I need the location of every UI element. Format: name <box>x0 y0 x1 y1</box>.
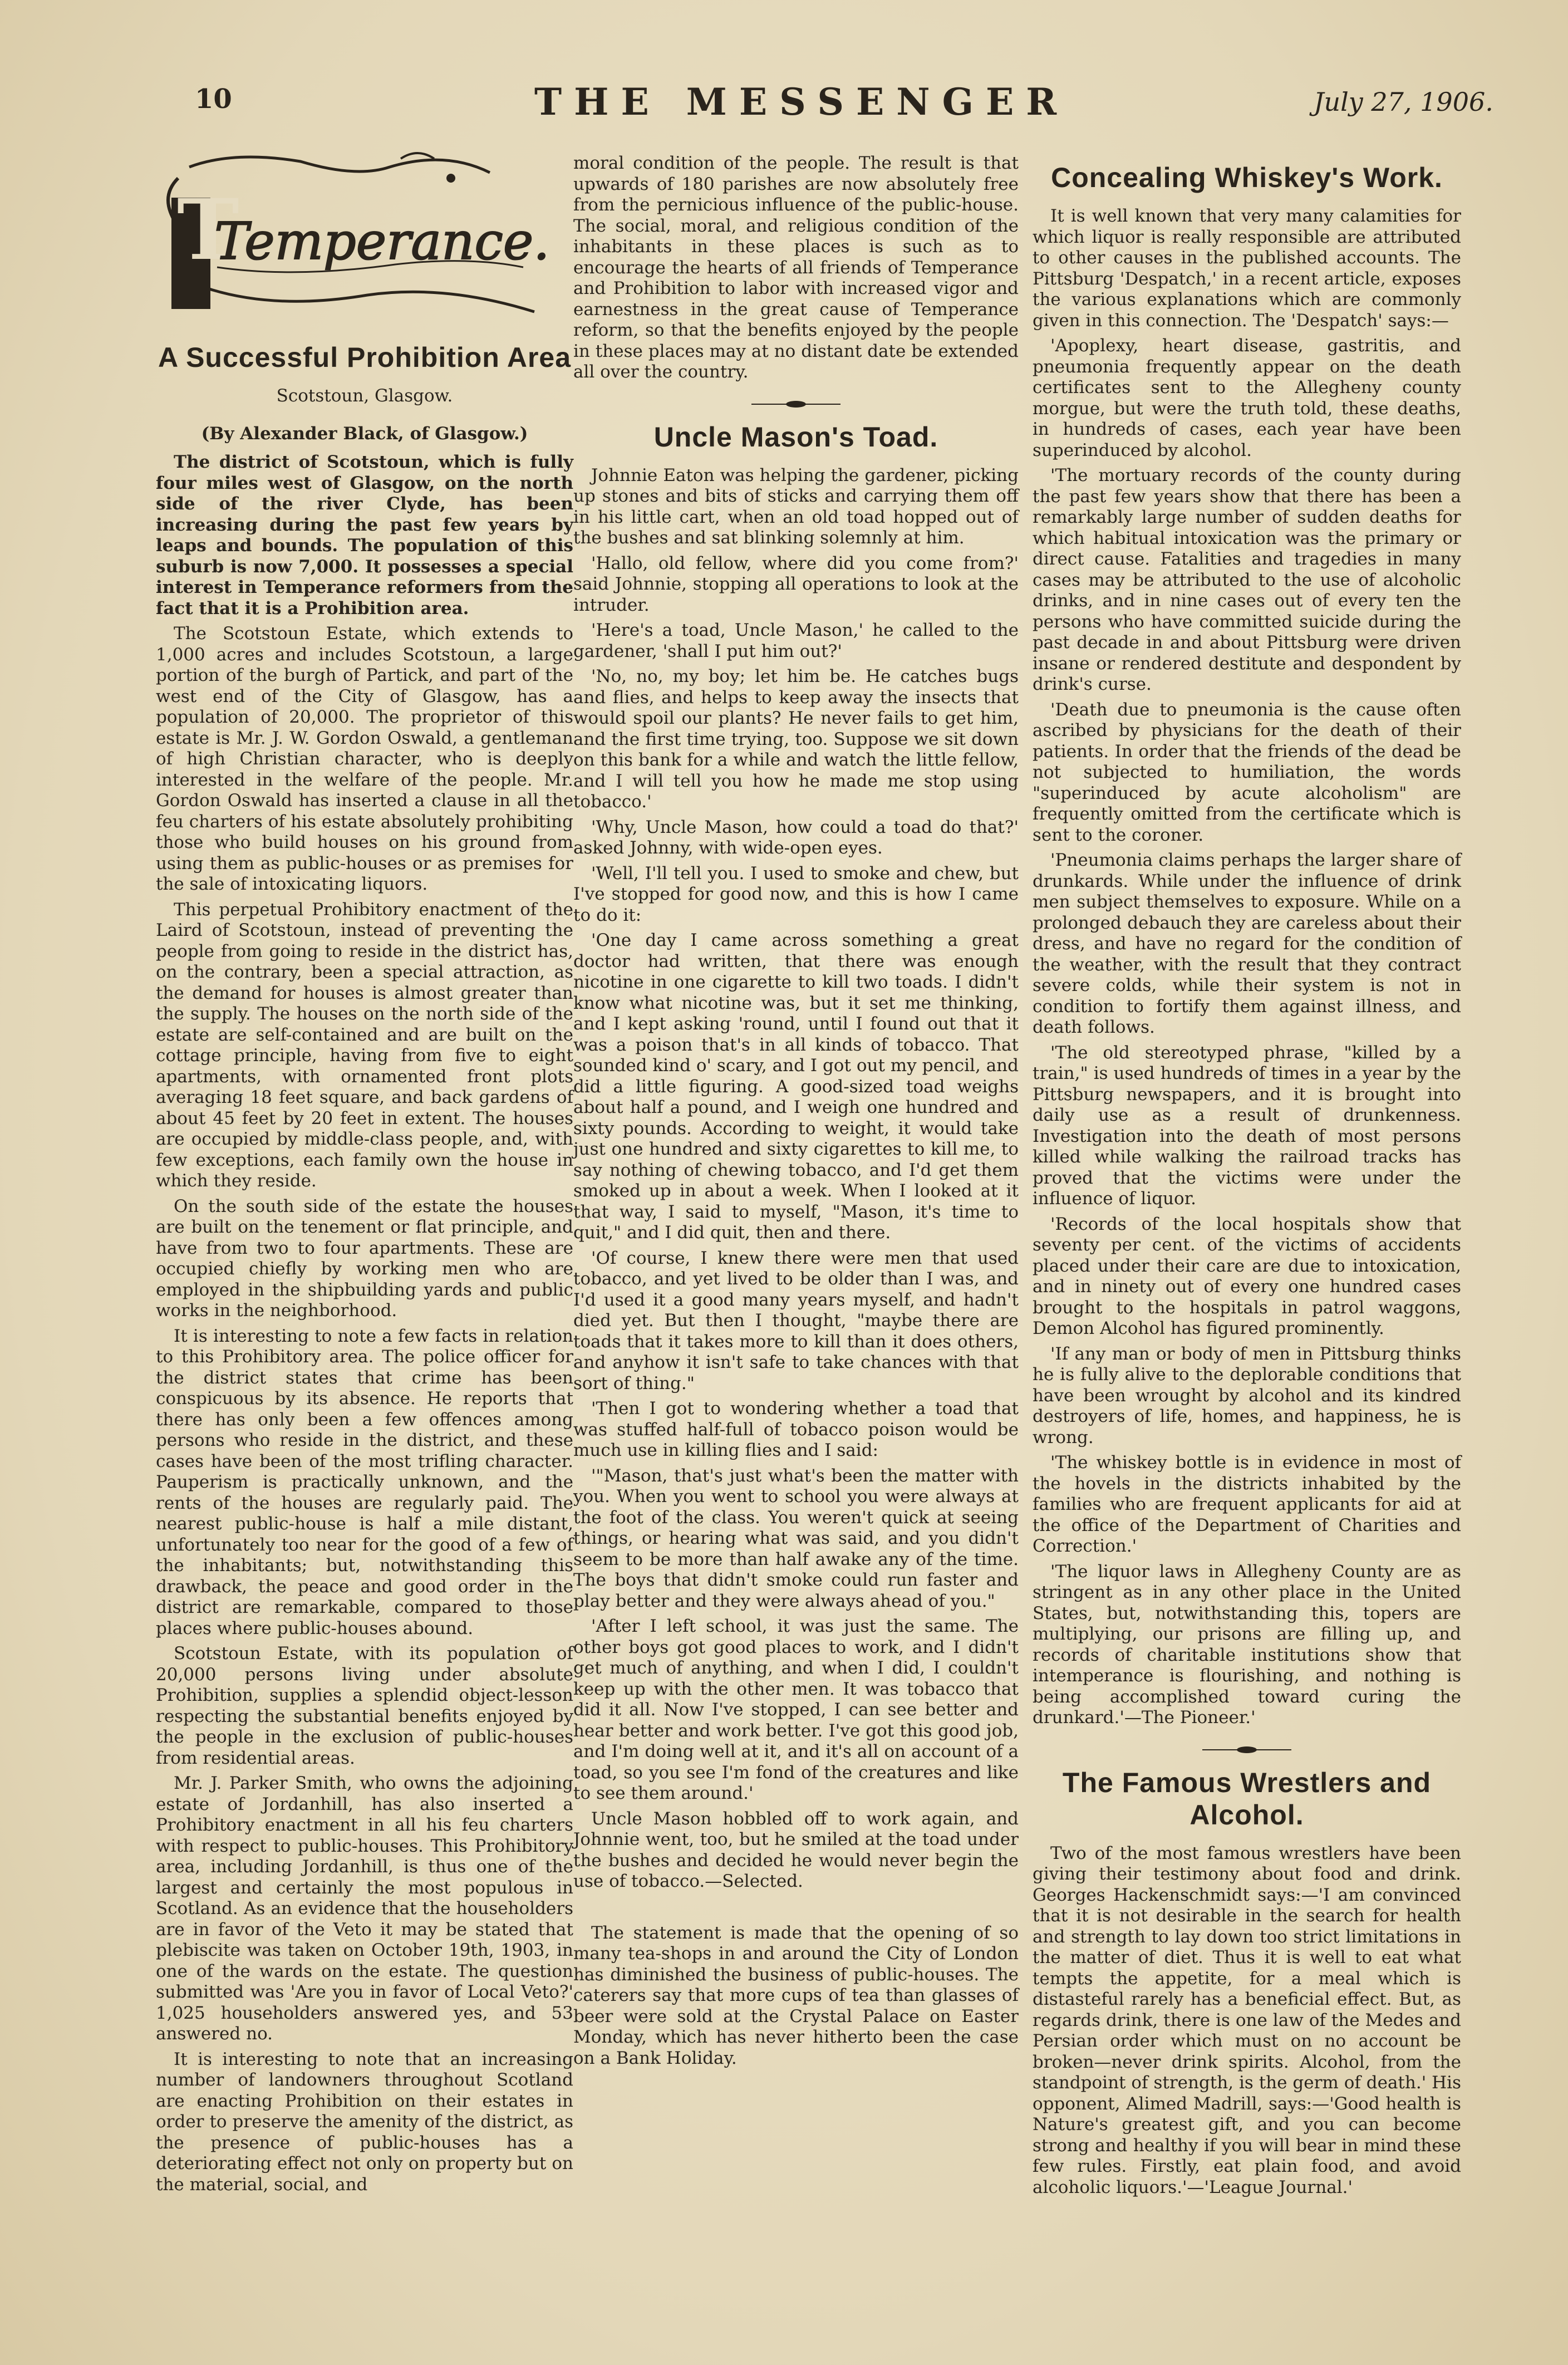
paragraph: This perpetual Prohibitory enactment of the Laird of Scotstoun, instead of preventing the people from going to reside in the district has, on the contrary, been a special attraction, as the demand for houses is almost greater than the supply. The houses on the north side of the estate are self-contained and are built on the cottage principle, having from five to eight apartments, with ornamented front plots averaging 18 feet square, and back gardens of about 45 feet by 20 feet in extent. The houses are occupied by middle-class people, and, with few exceptions, each family own the house in which they reside. <box>156 899 573 1191</box>
paragraph: 'One day I came across something a great doctor had written, that there was enough nicotine in one cigarette to kill two toads. I didn't know what nicotine was, but it set me thinking, and I kept asking 'round, until I found out that it was a poison that's in all kinds of tobacco. That sounded kind o' scary, and I got out my pencil, and did a little figuring. A good-sized toad weighs about half a pound, and I weigh one hundred and sixty pounds. According to weight, it would take just one hundred and sixty cigarettes to kill me, to say nothing of chewing tobacco, and I'd get them smoked up in about a week. When I looked at it that way, I said to myself, "Mason, it's time to quit," and I did quit, then and there. <box>573 930 1019 1243</box>
section-divider <box>751 400 840 409</box>
article-title-toad: Uncle Mason's Toad. <box>653 421 938 453</box>
paragraph: 'Why, Uncle Mason, how could a toad do that?' asked Johnny, with wide-open eyes. <box>573 817 1019 858</box>
paragraph: It is interesting to note that an increasing number of landowners throughout Scotland are enacting Prohibition on their estates in order to preserve the amenity of the district, as the presence of public-houses has a deteriorating effect not only on property but on the material, social, and <box>156 2049 573 2195</box>
paragraph: 'Records of the local hospitals show that seventy per cent. of the victims of accidents placed under their care are due to intoxication, and in ninety out of every one hundred cases brought to the hospitals in patrol waggons, Demon Alcohol has figured prominently. <box>1033 1214 1461 1338</box>
column-3 <box>1033 161 1461 2202</box>
paragraph: 'After I left school, it was just the same. The other boys got good places to work, and I didn't get much of anything, and when I did, I couldn't keep up with the other men. It was tobacco that did it all. Now I've stopped, I can see better and hear better and work better. I've got this good job, and I'm doing well at it, and it's all on account of a toad, so you see I'm fond of the creatures and like to see them around.' <box>573 1616 1019 1803</box>
paragraph: On the south side of the estate the houses are built on the tenement or flat principle, and have from two to four apartments. These are occupied chiefly by working men who are employed in the shipbuilding yards and public works in the neighborhood. <box>156 1196 573 1321</box>
section-divider <box>1202 1745 1291 1754</box>
paragraph: 'Hallo, old fellow, where did you come from?' said Johnnie, stopping all operations to look at the intruder. <box>573 553 1019 615</box>
paragraph: 'Death due to pneumonia is the cause often ascribed by physicians for the death of their patients. In order that the friends of the dead be not subjected to humiliation, the words "superinduced by acute alcoholism" are frequently omitted from the certificate which is sent to the coroner. <box>1033 699 1461 845</box>
column-2 <box>573 153 1019 2073</box>
svg-text:T: T <box>177 181 239 279</box>
article-subtitle: Scotstoun, Glasgow. <box>276 386 453 406</box>
temperance-logo-word: Temperance. <box>214 212 550 271</box>
paragraph: 'Pneumonia claims perhaps the larger share of drunkards. While under the influence of drink men subject themselves to exposure. While on a prolonged debauch they are careless about their dress, and have no regard for the condition of the weather, with the result that they contract severe colds, while their system is not in condition to fortify them against illness, and death follows. <box>1033 850 1461 1037</box>
page-number: 10 <box>195 84 232 115</box>
paragraph: Uncle Mason hobbled off to work again, and Johnnie went, too, but he smiled at the toad under the bushes and decided he would never begin the use of tobacco.—Selected. <box>573 1808 1019 1891</box>
paragraph: 'The whiskey bottle is in evidence in most of the hovels in the districts inhabited by the families who are frequent applicants for aid at the office of the Department of Charities and Correction.' <box>1033 1453 1461 1556</box>
paragraph: moral condition of the people. The result is that upwards of 180 parishes are now absolutely free from the pernicious influence of the public-house. The social, moral, and religious condition of the inhabitants in these places is such as to encourage the hearts of all friends of Temperance and Prohibition to labor with increased vigor and earnestness in the great cause of Temperance reform, so that the benefits enjoyed by the people in these places may at no distant date be extended all over the country. <box>573 153 1019 382</box>
issue-date: July 27, 1906. <box>1314 87 1493 117</box>
paragraph: It is interesting to note a few facts in relation to this Prohibitory area. The police officer for the district states that crime has been conspicuous by its absence. He reports that there has only been a few offences among persons who reside in the district, and these cases have been of the most trifling character. Pauperism is practically unknown, and the rents of the houses are regularly paid. The nearest public-house is half a mile distant, unfortunately too near for the good of a few of the inhabitants; but, notwithstanding this drawback, the peace and good order in the district are remarkable, compared to those places where public-houses abound. <box>156 1326 573 1638</box>
paragraph: Two of the most famous wrestlers have been giving their testimony about food and drink. Georges Hackenschmidt says:—'I am convinced that it is not desirable in the search for health and strength to lay down too strict limitations in the matter of diet. Thus it is well to eat what tempts the appetite, for a meal which is distasteful rarely has a beneficial effect. But, as regards drink, there is one law of the Medes and Persian order which must on no account be broken—never drink spirits. Alcohol, from the standpoint of strength, is the germ of death.' His opponent, Alimed Madrill, says:—'Good health is Nature's greatest gift, and you can become strong and healthy if you will bear in mind these few rules. Firstly, eat plain food, and avoid alcoholic liquors.'—'League Journal.' <box>1033 1843 1461 2197</box>
article-title-wrestlers: The Famous Wrestlers and Alcohol. <box>1062 1767 1432 1831</box>
article-title-whiskey: Concealing Whiskey's Work. <box>1051 162 1443 193</box>
paragraph: 'No, no, my boy; let him be. He catches bugs and flies, and helps to keep away the insects that would spoil our plants? He never fails to get him, and the first time trying, too. Suppose we sit down on this bank for a while and watch the little fellow, and I will tell you how he made me stop using tobacco.' <box>573 666 1019 812</box>
temperance-logo-graphic <box>156 145 573 331</box>
paragraph: 'Of course, I knew there were men that used tobacco, and yet lived to be older than I was, and I'd used it a good many years myself, and hadn't died yet. But then I thought, "maybe there are toads that it takes more to kill than it does others, and anyhow it isn't safe to take chances with that sort of thing." <box>573 1248 1019 1394</box>
paragraph: Johnnie Eaton was helping the gardener, picking up stones and bits of sticks and carrying them off in his little cart, when an old toad hopped out of the bushes and sat blinking solemnly at him. <box>573 465 1019 548</box>
masthead <box>0 80 1568 134</box>
paragraph: Mr. J. Parker Smith, who owns the adjoining estate of Jordanhill, has also inserted a Prohibitory enactment in all his feu charters with respect to public-houses. This Prohibitory area, including Jordanhill, is thus one of the largest and certainly the most populous in Scotland. As an evidence that the householders are in favor of the Veto it may be stated that plebiscite was taken on October 19th, 1903, in one of the wards on the estate. The question submitted was 'Are you in favor of Local Veto?' 1,025 householders answered yes, and 53 answered no. <box>156 1773 573 2044</box>
paragraph: 'Apoplexy, heart disease, gastritis, and pneumonia frequently appear on the death certificates sent to the Allegheny county morgue, but were the truth told, these deaths, in hundreds of cases, each year have been superinduced by alcohol. <box>1033 336 1461 460</box>
paragraph: 'The old stereotyped phrase, "killed by a train," is used hundreds of times in a year by the Pittsburg newspapers, and it is brought into daily use as a result of drunkenness. Investigation into the death of most persons killed while walking the railroad tracks has proved that the victims were under the influence of liquor. <box>1033 1042 1461 1209</box>
paragraph: 'Then I got to wondering whether a toad that was stuffed half-full of tobacco poison would be much use in killing flies and I said: <box>573 1399 1019 1460</box>
paragraph: 'The liquor laws in Allegheny County are as stringent as in any other place in the United States, but, notwithstanding this, topers are multiplying, our prisons are filling up, and records of charitable institutions show that intemperance is flourishing, and nothing is being accomplished toward curing the drunkard.'—The Pioneer.' <box>1033 1561 1461 1728</box>
article-title-prohibition: A Successful Prohibition Area <box>158 342 572 373</box>
news-note: The statement is made that the opening of so many tea-shops in and around the City of London has diminished the business of public-houses. The caterers say that more cups of tea than glasses of beer were sold at the Crystal Palace on Easter Monday, which has never hitherto been the case on a Bank Holiday. <box>573 1922 1019 2068</box>
column-1 <box>156 145 573 2200</box>
paragraph: 'The mortuary records of the county during the past few years show that there has been a remarkably large number of sudden deaths for which habitual intoxication was the primary or direct cause. Fatalities and tragedies in many cases may be attributed to the use of alcoholic drinks, and in nine cases out of every ten the persons who have committed suicide during the past decade in and about Pittsburg were driven insane or rendered destitute and despondent by drink's curse. <box>1033 465 1461 694</box>
paper-title: THE MESSENGER <box>534 80 1069 124</box>
article-byline: (By Alexander Black, of Glasgow.) <box>201 423 528 444</box>
paragraph: Scotstoun Estate, with its population of 20,000 persons living under absolute Prohibition, supplies a splendid object-lesson respecting the substantial benefits enjoyed by the people in the exclusion of public-houses from residential areas. <box>156 1643 573 1768</box>
paragraph: 'If any man or body of men in Pittsburg thinks he is fully alive to the deplorable conditions that have been wrought by alcohol and its kindred destroyers of life, homes, and happiness, he is wrong. <box>1033 1343 1461 1448</box>
paragraph: The district of Scotstoun, which is fully four miles west of Glasgow, on the north side of the river Clyde, has been increasing during the past few years by leaps and bounds. The population of this suburb is now 7,000. It possesses a special interest in Temperance reformers from the fact that it is a Prohibition area. <box>156 452 573 619</box>
paragraph: The Scotstoun Estate, which extends to 1,000 acres and includes Scotstoun, a large portion of the burgh of Partick, and part of the west end of the City of Glasgow, has a population of 20,000. The proprietor of this estate is Mr. J. W. Gordon Oswald, a gentleman of high Christian character, who is deeply interested in the welfare of the people. Mr. Gordon Oswald has inserted a clause in all the feu charters of his estate absolutely prohibiting those who build houses on his ground from using them as public-houses or as premises for the sale of intoxicating liquors. <box>156 624 573 894</box>
paragraph: 'Well, I'll tell you. I used to smoke and chew, but I've stopped for good now, and this is how I came to do it: <box>573 863 1019 925</box>
temperance-logo <box>156 145 573 331</box>
paragraph: It is well known that very many calamities for which liquor is really responsible are attributed to other causes in the published accounts. The Pittsburg 'Despatch,' in a recent article, exposes the various explanations which are commonly given in this connection. The 'Despatch' says:— <box>1033 206 1461 331</box>
paragraph: 'Here's a toad, Uncle Mason,' he called to the gardener, 'shall I put him out?' <box>573 620 1019 661</box>
paragraph: '"Mason, that's just what's been the matter with you. When you went to school you were always at the foot of the class. You weren't quick at seeing things, or hearing what was said, and you didn't seem to be more than half awake any of the time. The boys that didn't smoke could run faster and play better and they were always ahead of you." <box>573 1465 1019 1611</box>
